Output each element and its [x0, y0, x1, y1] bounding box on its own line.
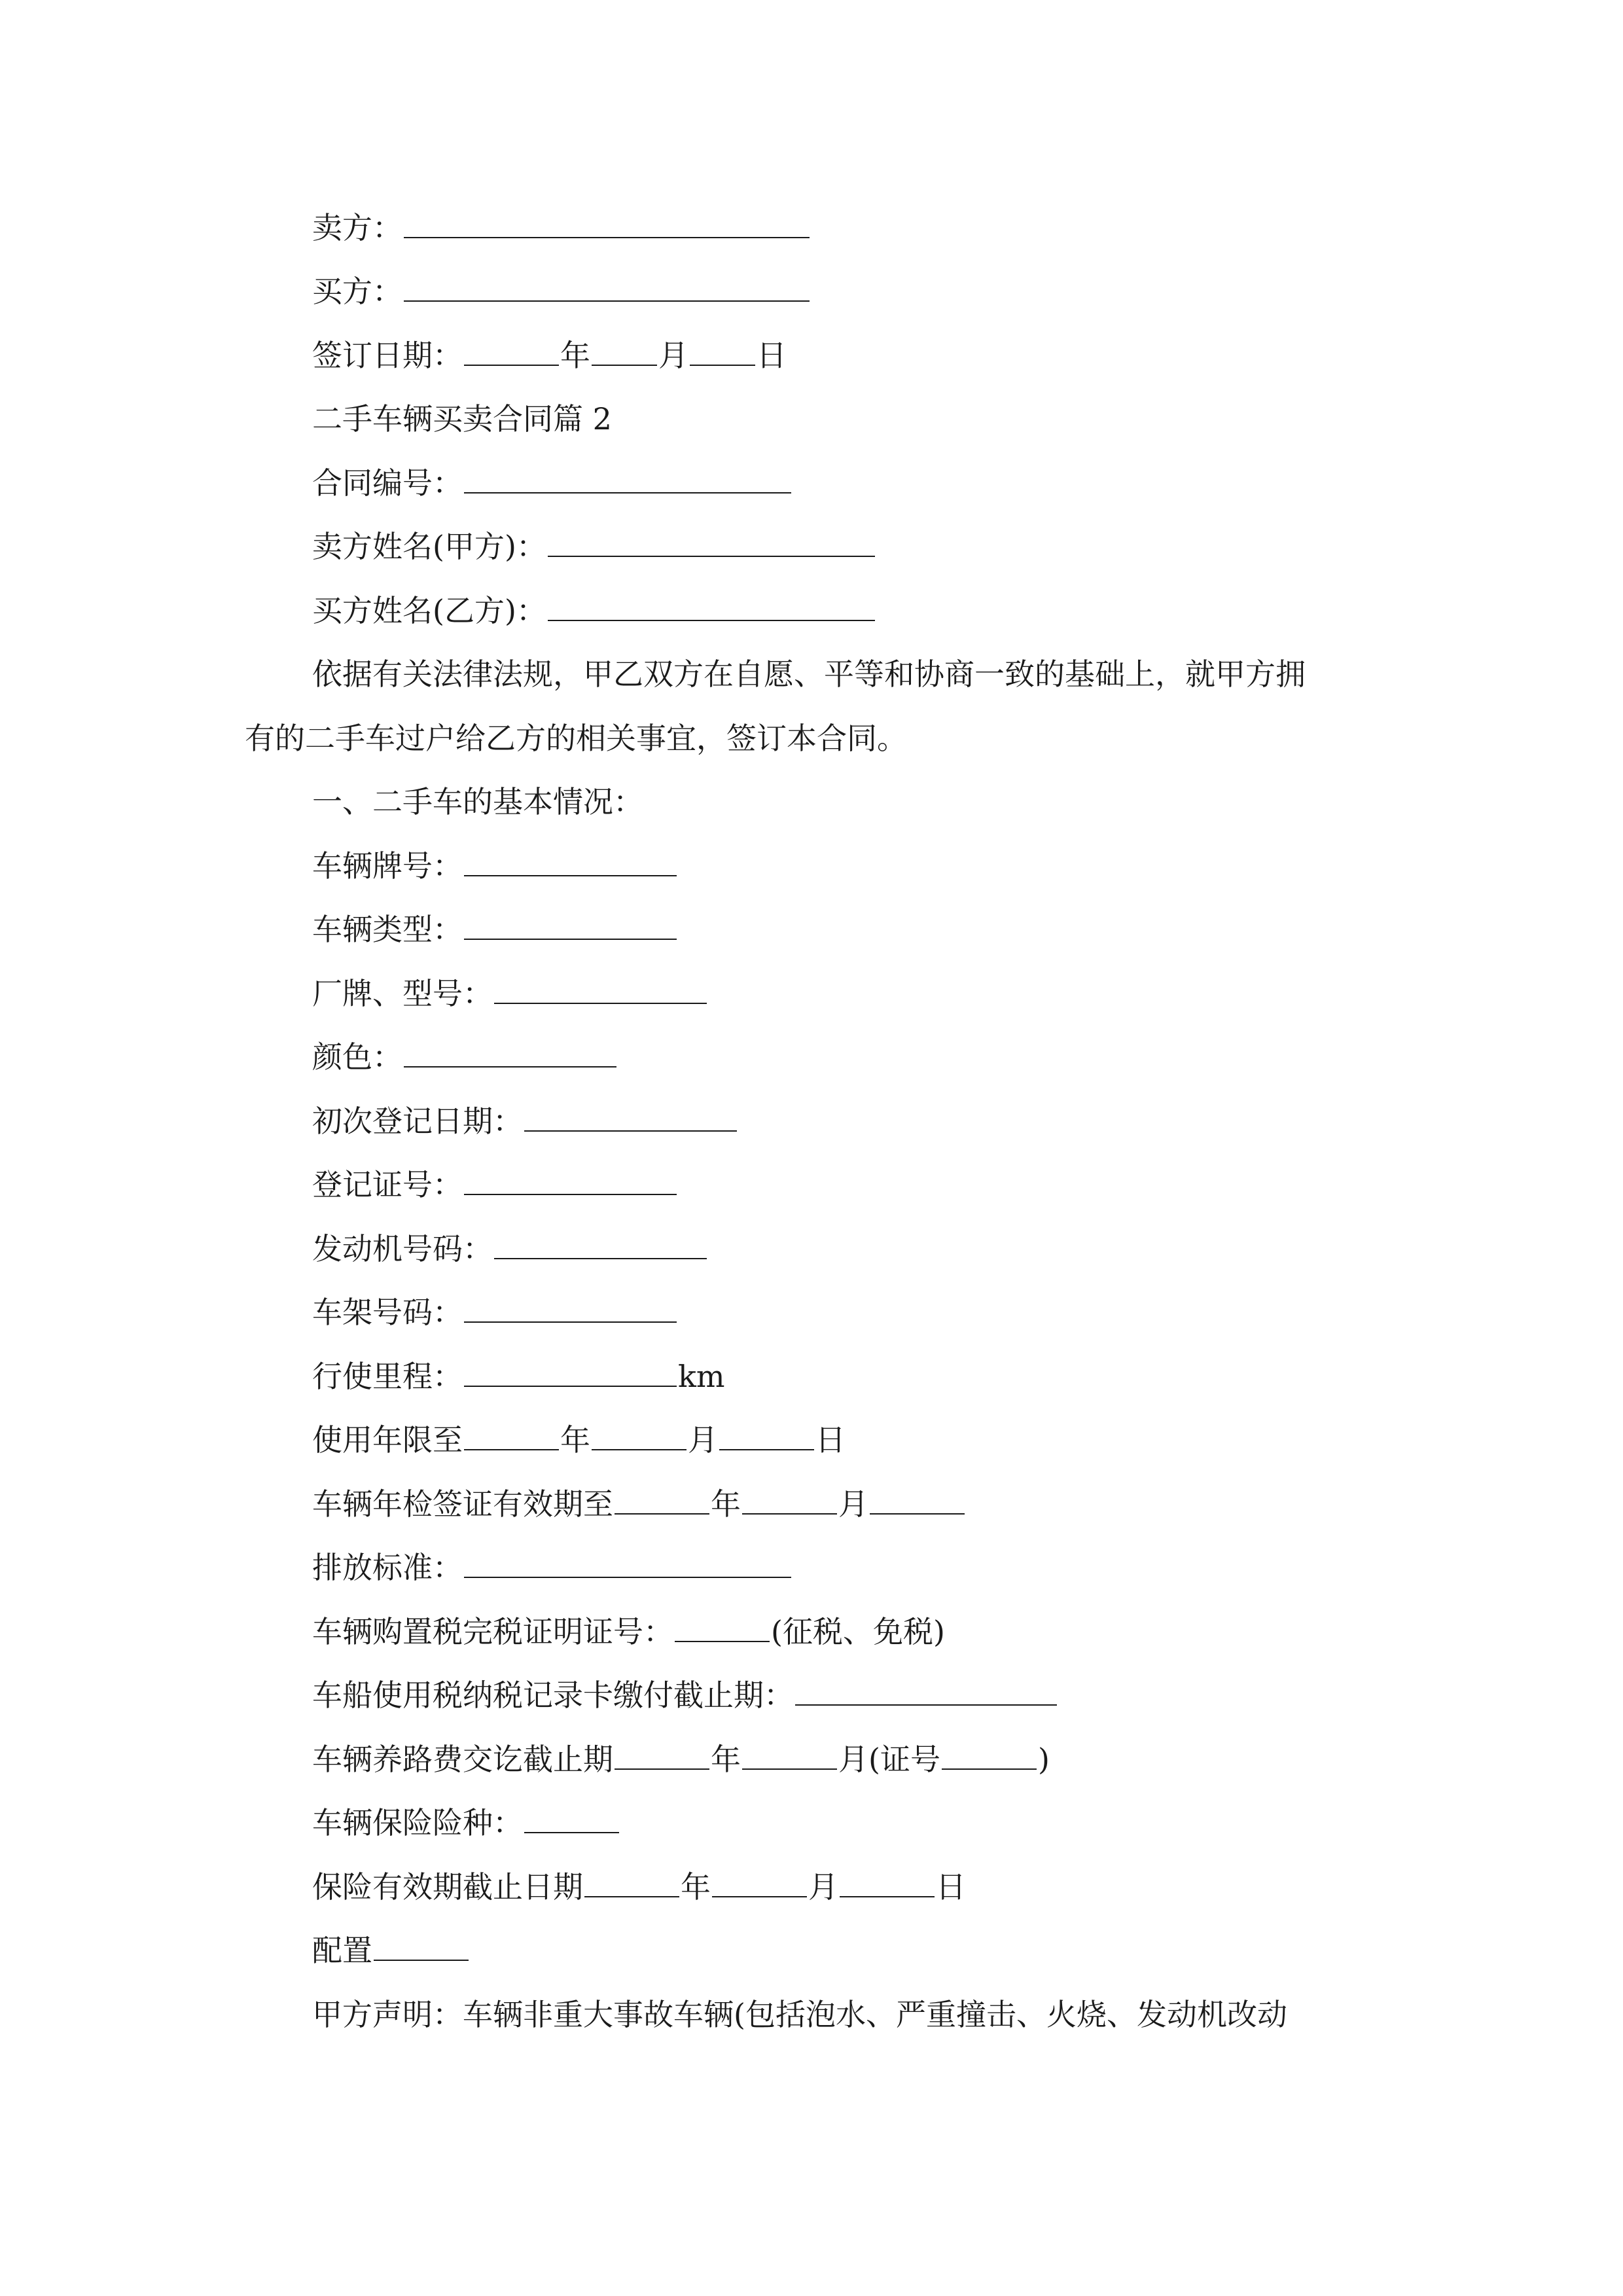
intro-line-1: 依据有关法律法规，甲乙双方在自愿、平等和协商一致的基础上，就甲方拥 — [312, 656, 1306, 692]
mileage-blank[interactable] — [464, 1358, 677, 1387]
usage-limit-label: 使用年限至 — [312, 1422, 463, 1458]
seller-name-blank[interactable] — [548, 528, 875, 557]
month-cert-text: 月(证号 — [838, 1742, 940, 1777]
buyer-line — [312, 272, 811, 311]
plate-no-line — [312, 846, 678, 886]
color-label: 颜色： — [312, 1039, 402, 1075]
road-fee-label: 车辆养路费交讫截止期 — [312, 1742, 613, 1777]
purchase-tax-blank[interactable] — [675, 1613, 770, 1642]
seller-name-label: 卖方姓名(甲方)： — [312, 529, 546, 564]
insurance-expiry-line — [312, 1867, 966, 1907]
usage-year-blank[interactable] — [464, 1422, 559, 1450]
usage-limit-line — [312, 1420, 846, 1460]
purchase-tax-note: (征税、免税) — [771, 1614, 945, 1649]
register-cert-line — [312, 1165, 678, 1204]
brand-model-label: 厂牌、型号： — [312, 976, 493, 1011]
vehicle-type-label: 车辆类型： — [312, 912, 463, 947]
sign-year-blank[interactable] — [464, 337, 559, 366]
buyer-blank[interactable] — [404, 273, 810, 302]
vehicle-type-line — [312, 910, 678, 949]
year-text: 年 — [560, 1422, 590, 1458]
engine-no-line — [312, 1229, 708, 1268]
color-blank[interactable] — [404, 1039, 616, 1067]
plate-no-label: 车辆牌号： — [312, 848, 463, 884]
mileage-unit: km — [678, 1359, 725, 1394]
close-paren-text: ) — [1037, 1742, 1050, 1777]
contract-no-blank[interactable] — [464, 465, 791, 493]
sign-date-label: 签订日期： — [312, 338, 463, 373]
contract-no-label: 合同编号： — [312, 465, 463, 501]
buyer-name-blank[interactable] — [548, 592, 875, 621]
intro-line-2: 有的二手车过户给乙方的相关事宜，签订本合同。 — [245, 721, 907, 756]
sign-day-blank[interactable] — [690, 337, 755, 366]
color-line — [312, 1037, 618, 1077]
mileage-line — [312, 1357, 725, 1396]
road-fee-line — [312, 1740, 1050, 1779]
insurance-year-blank[interactable] — [584, 1869, 679, 1897]
vessel-tax-blank[interactable] — [795, 1677, 1057, 1706]
insurance-expiry-label: 保险有效期截止日期 — [312, 1869, 583, 1905]
vehicle-type-blank[interactable] — [464, 911, 677, 940]
inspection-year-blank[interactable] — [615, 1486, 709, 1515]
day-text: 日 — [815, 1422, 846, 1458]
year-text: 年 — [711, 1742, 741, 1777]
engine-no-label: 发动机号码： — [312, 1231, 493, 1266]
usage-month-blank[interactable] — [592, 1422, 687, 1450]
year-text: 年 — [711, 1486, 741, 1522]
inspection-month-blank[interactable] — [742, 1486, 837, 1515]
insurance-type-line — [312, 1803, 620, 1842]
seller-name-line — [312, 527, 876, 566]
insurance-month-blank[interactable] — [712, 1869, 807, 1897]
first-register-date-blank[interactable] — [524, 1103, 737, 1132]
annual-inspection-label: 车辆年检签证有效期至 — [312, 1486, 613, 1522]
month-text: 月 — [688, 1422, 718, 1458]
configuration-label: 配置 — [312, 1933, 372, 1968]
buyer-name-line — [312, 591, 876, 630]
emission-standard-label: 排放标准： — [312, 1550, 463, 1585]
month-text: 月 — [658, 338, 688, 373]
emission-standard-line — [312, 1548, 793, 1587]
sign-date-line — [312, 336, 787, 375]
day-text: 日 — [757, 338, 787, 373]
brand-model-blank[interactable] — [494, 975, 707, 1004]
basic-info-title: 一、二手车的基本情况： — [312, 784, 643, 819]
buyer-label: 买方： — [312, 274, 402, 309]
frame-no-label: 车架号码： — [312, 1295, 463, 1330]
seller-blank[interactable] — [404, 209, 810, 238]
seller-line — [312, 208, 811, 247]
insurance-type-label: 车辆保险险种： — [312, 1805, 523, 1840]
day-text: 日 — [936, 1869, 966, 1905]
usage-day-blank[interactable] — [719, 1422, 814, 1450]
sign-month-blank[interactable] — [592, 337, 657, 366]
month-text: 月 — [838, 1486, 868, 1522]
engine-no-blank[interactable] — [494, 1230, 707, 1259]
road-fee-month-blank[interactable] — [742, 1741, 837, 1770]
purchase-tax-label: 车辆购置税完税证明证号： — [312, 1614, 673, 1649]
section-title: 二手车辆买卖合同篇 2 — [312, 401, 612, 437]
buyer-name-label: 买方姓名(乙方)： — [312, 593, 546, 628]
vessel-tax-line — [312, 1676, 1058, 1715]
year-text: 年 — [560, 338, 590, 373]
inspection-day-blank[interactable] — [870, 1486, 965, 1515]
plate-no-blank[interactable] — [464, 848, 677, 876]
annual-inspection-line — [312, 1484, 966, 1524]
register-cert-label: 登记证号： — [312, 1167, 463, 1202]
first-register-date-label: 初次登记日期： — [312, 1103, 523, 1139]
month-text: 月 — [808, 1869, 838, 1905]
contract-no-line — [312, 463, 793, 503]
road-fee-year-blank[interactable] — [615, 1741, 709, 1770]
year-text: 年 — [681, 1869, 711, 1905]
mileage-label: 行使里程： — [312, 1359, 463, 1394]
insurance-day-blank[interactable] — [840, 1869, 935, 1897]
insurance-type-blank[interactable] — [524, 1804, 619, 1833]
road-fee-cert-blank[interactable] — [942, 1741, 1037, 1770]
register-cert-blank[interactable] — [464, 1166, 677, 1195]
first-register-date-line — [312, 1102, 738, 1141]
frame-no-line — [312, 1293, 678, 1332]
emission-standard-blank[interactable] — [464, 1549, 791, 1578]
party-a-statement: 甲方声明：车辆非重大事故车辆(包括泡水、严重撞击、火烧、发动机改动 — [312, 1997, 1287, 2032]
configuration-line — [312, 1931, 470, 1970]
seller-label: 卖方： — [312, 210, 402, 245]
brand-model-line — [312, 974, 708, 1013]
configuration-blank[interactable] — [374, 1932, 469, 1961]
frame-no-blank[interactable] — [464, 1294, 677, 1323]
vessel-tax-label: 车船使用税纳税记录卡缴付截止期： — [312, 1677, 794, 1713]
purchase-tax-line — [312, 1612, 945, 1651]
